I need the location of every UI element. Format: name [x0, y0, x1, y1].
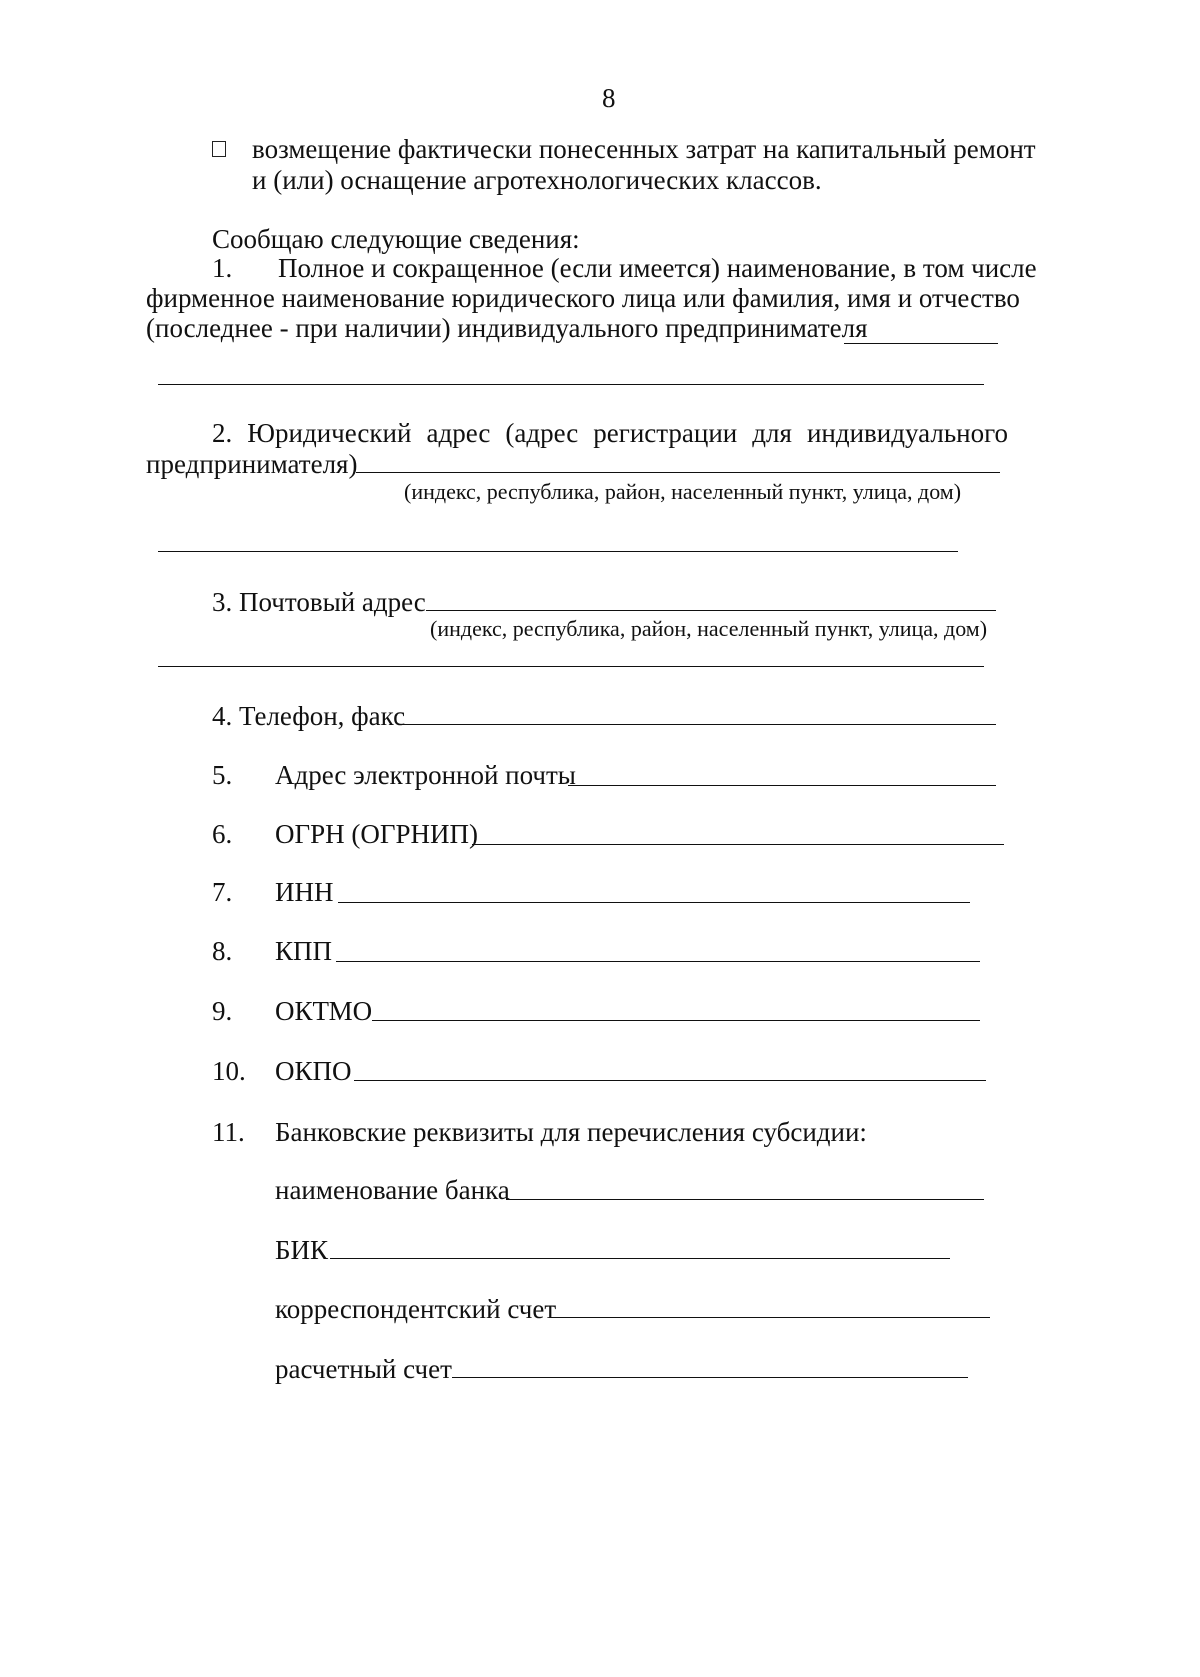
- item11-label: Банковские реквизиты для перечисления субсидии:: [275, 1117, 867, 1147]
- item1-number: 1.: [212, 253, 233, 283]
- item9-fill-line[interactable]: [372, 1020, 980, 1021]
- item2-hint: (индекс, республика, район, населенный пункт, улица, дом): [404, 479, 962, 504]
- item7-label: ИНН: [275, 877, 334, 907]
- item6-label: ОГРН (ОГРНИП): [275, 819, 478, 849]
- settlement-account-label: расчетный счет: [275, 1354, 452, 1384]
- item2-line1: 2. Юридический адрес (адрес регистрации для индивидуального: [212, 418, 1008, 448]
- item3-fill-line-a[interactable]: [426, 610, 996, 611]
- item7-number: 7.: [212, 877, 233, 907]
- item6-fill-line[interactable]: [472, 844, 1004, 845]
- lead-text: Сообщаю следующие сведения:: [212, 224, 580, 254]
- bank-name-label: наименование банка: [275, 1175, 510, 1205]
- bik-label: БИК: [275, 1235, 329, 1265]
- item3-fill-line-b[interactable]: [158, 666, 984, 667]
- item5-fill-line[interactable]: [568, 785, 996, 786]
- item11-number: 11.: [212, 1117, 245, 1147]
- checkbox-icon[interactable]: [212, 141, 226, 157]
- corr-account-fill-line[interactable]: [550, 1317, 990, 1318]
- item1-line2: фирменное наименование юридического лица или фамилия, имя и отчество: [146, 283, 1020, 313]
- item2-line2: предпринимателя): [146, 449, 358, 479]
- item8-label: КПП: [275, 936, 333, 966]
- item1-line1: Полное и сокращенное (если имеется) наименование, в том числе: [278, 253, 1037, 283]
- item4-label: 4. Телефон, факс: [212, 701, 406, 731]
- item5-number: 5.: [212, 760, 233, 790]
- item9-number: 9.: [212, 996, 233, 1026]
- item3-hint: (индекс, республика, район, населенный пункт, улица, дом): [430, 616, 988, 641]
- item1-fill-line-a[interactable]: [844, 343, 998, 344]
- item8-fill-line[interactable]: [336, 961, 980, 962]
- item6-number: 6.: [212, 819, 233, 849]
- checkbox-text-line1: возмещение фактически понесенных затрат на капитальный ремонт: [252, 134, 1036, 164]
- bik-fill-line[interactable]: [330, 1258, 950, 1259]
- item10-label: ОКПО: [275, 1056, 352, 1086]
- item3-label: 3. Почтовый адрес: [212, 587, 426, 617]
- item5-label: Адрес электронной почты: [275, 760, 576, 790]
- item4-fill-line[interactable]: [402, 724, 996, 725]
- item8-number: 8.: [212, 936, 233, 966]
- item2-fill-line-b[interactable]: [158, 551, 958, 552]
- item2-fill-line-a[interactable]: [356, 472, 1000, 473]
- item9-label: ОКТМО: [275, 996, 373, 1026]
- settlement-account-fill-line[interactable]: [452, 1377, 968, 1378]
- item10-fill-line[interactable]: [354, 1080, 986, 1081]
- item10-number: 10.: [212, 1056, 246, 1086]
- checkbox-text-line2: и (или) оснащение агротехнологических классов.: [252, 165, 822, 195]
- item1-line3: (последнее - при наличии) индивидуального предпринимателя: [146, 313, 868, 343]
- page-number: 8: [602, 83, 616, 113]
- item1-fill-line-b[interactable]: [158, 384, 984, 385]
- item7-fill-line[interactable]: [338, 902, 970, 903]
- bank-name-fill-line[interactable]: [506, 1199, 984, 1200]
- corr-account-label: корреспондентский счет: [275, 1294, 557, 1324]
